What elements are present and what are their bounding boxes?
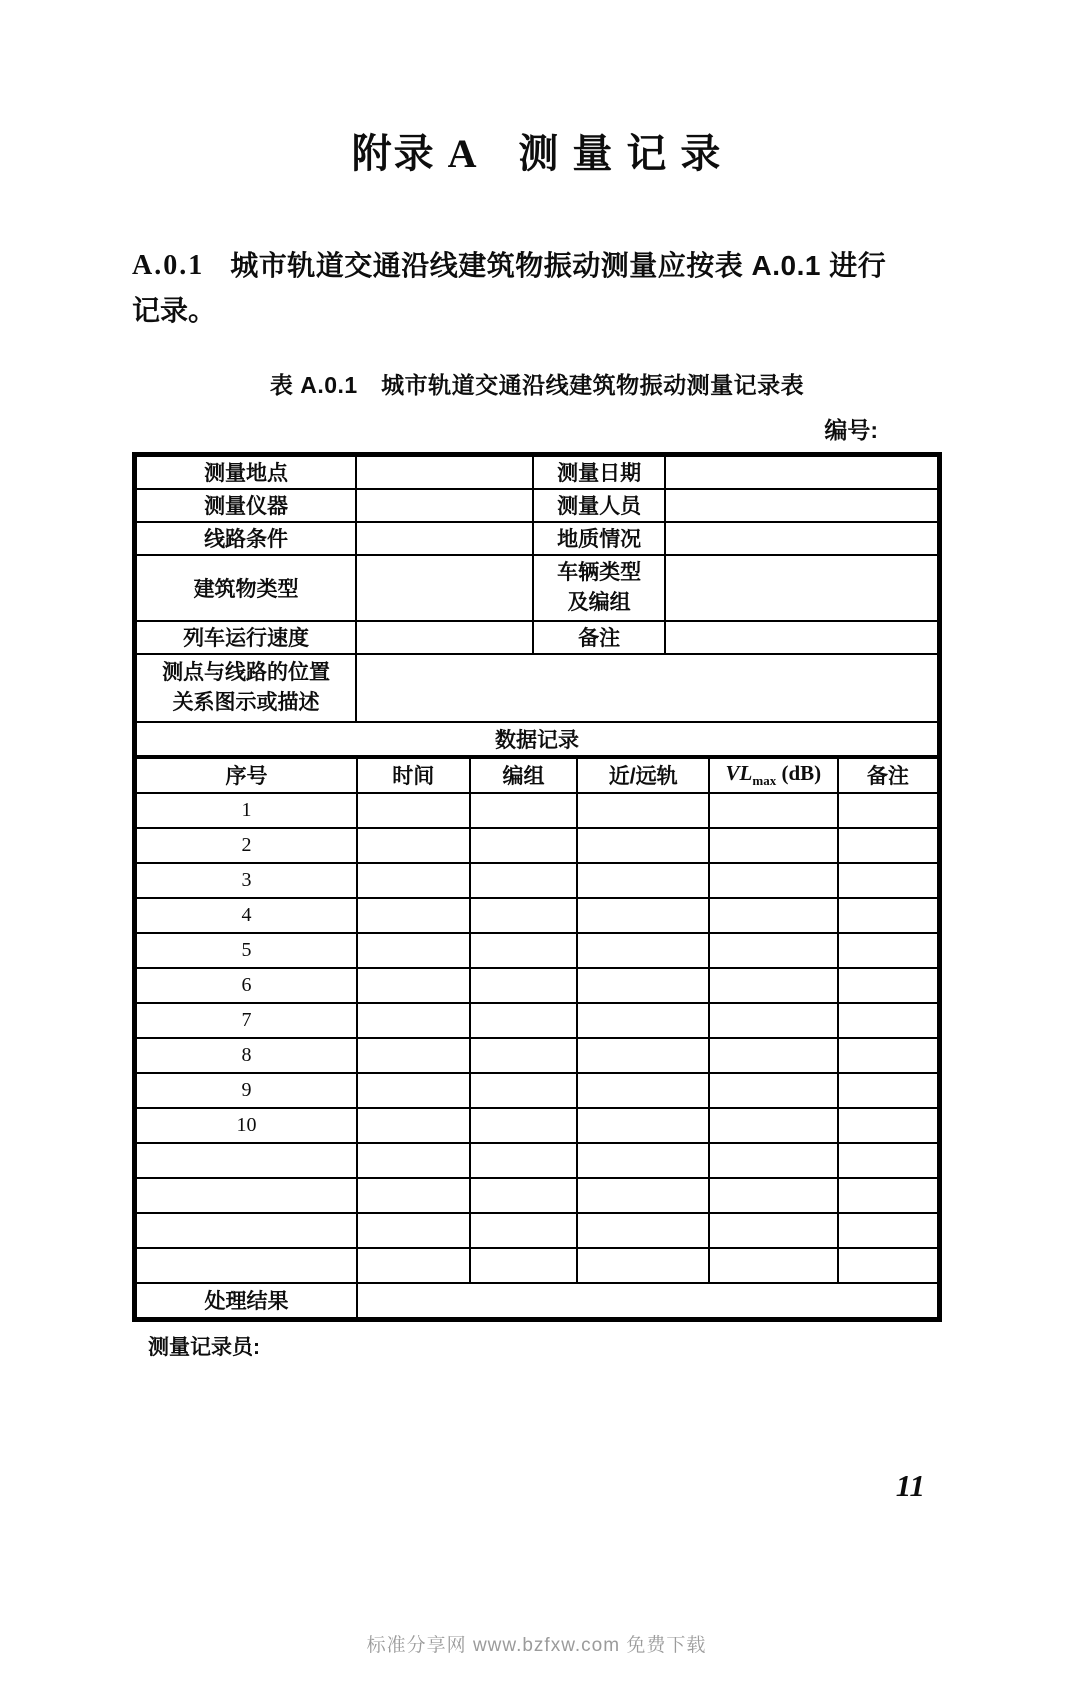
track-cell bbox=[577, 1248, 709, 1283]
vlmax-cell bbox=[709, 1003, 838, 1038]
track-cell bbox=[577, 1213, 709, 1248]
row-no-cell: 3 bbox=[136, 863, 357, 898]
data-header-row bbox=[136, 758, 938, 793]
info-label-cell: 测量人员 bbox=[533, 489, 665, 522]
time-cell bbox=[357, 1108, 470, 1143]
clause-line2: 记录。 bbox=[132, 295, 217, 327]
time-cell bbox=[357, 793, 470, 828]
data-row bbox=[136, 898, 938, 933]
remark-cell bbox=[838, 1143, 938, 1178]
remark-cell bbox=[838, 863, 938, 898]
location-row bbox=[136, 654, 938, 722]
row-no-cell bbox=[136, 1248, 357, 1283]
header-vlmax bbox=[709, 758, 838, 793]
formation-cell bbox=[470, 793, 578, 828]
formation-cell bbox=[470, 898, 578, 933]
info-label-cell: 测量仪器 bbox=[136, 489, 356, 522]
info-label-cell bbox=[533, 555, 665, 621]
watermark-text: 标准分享网 www.bzfxw.com 免费下载 bbox=[366, 1635, 707, 1656]
track-cell bbox=[577, 863, 709, 898]
info-row bbox=[136, 456, 938, 489]
vehicle-type-line1: 车辆类型 bbox=[557, 561, 642, 585]
vlmax-cell bbox=[709, 1143, 838, 1178]
track-cell bbox=[577, 1108, 709, 1143]
remark-cell bbox=[838, 1248, 938, 1283]
row-no-cell: 7 bbox=[136, 1003, 357, 1038]
vlmax-cell bbox=[709, 1178, 838, 1213]
info-value-cell bbox=[665, 456, 938, 489]
recorder-label: 测量记录员: bbox=[148, 1335, 260, 1359]
location-label-line1: 测点与线路的位置 bbox=[162, 661, 331, 685]
vl-symbol: VL bbox=[725, 761, 753, 786]
data-row bbox=[136, 793, 938, 828]
info-label-cell: 备注 bbox=[533, 621, 665, 654]
info-value-cell bbox=[356, 621, 533, 654]
track-cell bbox=[577, 1073, 709, 1108]
time-cell bbox=[357, 1178, 470, 1213]
formation-cell bbox=[470, 1003, 578, 1038]
info-value-cell bbox=[356, 456, 533, 489]
remark-cell bbox=[838, 933, 938, 968]
info-value-cell bbox=[356, 555, 533, 621]
appendix-title: 附录 A 测 量 记 录 bbox=[351, 131, 723, 176]
page-number: 11 bbox=[895, 1468, 925, 1503]
info-label-cell: 列车运行速度 bbox=[136, 621, 356, 654]
row-no-cell bbox=[136, 1213, 357, 1248]
data-record-section-header: 数据记录 bbox=[136, 722, 938, 756]
data-row bbox=[136, 1248, 938, 1283]
data-row bbox=[136, 828, 938, 863]
vlmax-cell bbox=[709, 793, 838, 828]
header-remark: 备注 bbox=[838, 758, 938, 793]
track-cell bbox=[577, 968, 709, 1003]
time-cell bbox=[357, 968, 470, 1003]
time-cell bbox=[357, 1143, 470, 1178]
header-no: 序号 bbox=[136, 758, 357, 793]
info-row bbox=[136, 522, 938, 555]
clause-text: 城市轨道交通沿线建筑物振动测量应按表 A.0.1 进行 bbox=[230, 250, 887, 281]
track-cell bbox=[577, 933, 709, 968]
data-table bbox=[135, 757, 939, 1319]
info-value-cell bbox=[665, 489, 938, 522]
data-row bbox=[136, 1038, 938, 1073]
data-row bbox=[136, 863, 938, 898]
info-row-building bbox=[136, 555, 938, 621]
track-cell bbox=[577, 793, 709, 828]
info-table bbox=[135, 455, 939, 757]
info-label-cell: 测量日期 bbox=[533, 456, 665, 489]
track-cell bbox=[577, 1178, 709, 1213]
formation-cell bbox=[470, 1213, 578, 1248]
remark-cell bbox=[838, 1178, 938, 1213]
result-value-cell bbox=[357, 1283, 938, 1318]
row-no-cell: 9 bbox=[136, 1073, 357, 1108]
row-no-cell bbox=[136, 1178, 357, 1213]
vlmax-cell bbox=[709, 1213, 838, 1248]
time-cell bbox=[357, 828, 470, 863]
time-cell bbox=[357, 1073, 470, 1108]
info-value-cell bbox=[665, 555, 938, 621]
info-label-cell: 测量地点 bbox=[136, 456, 356, 489]
location-label-line2: 关系图示或描述 bbox=[172, 690, 320, 714]
track-cell bbox=[577, 1143, 709, 1178]
remark-cell bbox=[838, 1073, 938, 1108]
remark-cell bbox=[838, 1108, 938, 1143]
data-row bbox=[136, 1178, 938, 1213]
vlmax-cell bbox=[709, 898, 838, 933]
result-label-cell: 处理结果 bbox=[136, 1283, 357, 1318]
measurement-record-table bbox=[132, 452, 942, 1322]
data-record-section-row bbox=[136, 722, 938, 756]
formation-cell bbox=[470, 1038, 578, 1073]
time-cell bbox=[357, 1213, 470, 1248]
row-no-cell: 4 bbox=[136, 898, 357, 933]
row-no-cell: 8 bbox=[136, 1038, 357, 1073]
track-cell bbox=[577, 898, 709, 933]
formation-cell bbox=[470, 933, 578, 968]
formation-cell bbox=[470, 1178, 578, 1213]
formation-cell bbox=[470, 968, 578, 1003]
time-cell bbox=[357, 1248, 470, 1283]
data-row bbox=[136, 1003, 938, 1038]
info-value-cell bbox=[665, 621, 938, 654]
remark-cell bbox=[838, 1003, 938, 1038]
vlmax-cell bbox=[709, 1108, 838, 1143]
formation-cell bbox=[470, 1248, 578, 1283]
page-content bbox=[0, 122, 1073, 1361]
data-row bbox=[136, 1143, 938, 1178]
vlmax-cell bbox=[709, 968, 838, 1003]
time-cell bbox=[357, 863, 470, 898]
time-cell bbox=[357, 1003, 470, 1038]
header-formation: 编组 bbox=[470, 758, 578, 793]
info-label-cell: 地质情况 bbox=[533, 522, 665, 555]
track-cell bbox=[577, 1038, 709, 1073]
vlmax-cell bbox=[709, 1248, 838, 1283]
location-label-cell bbox=[136, 654, 356, 722]
row-no-cell: 6 bbox=[136, 968, 357, 1003]
vlmax-cell bbox=[709, 1038, 838, 1073]
track-cell bbox=[577, 1003, 709, 1038]
info-value-cell bbox=[356, 522, 533, 555]
remark-cell bbox=[838, 828, 938, 863]
time-cell bbox=[357, 1038, 470, 1073]
header-track: 近/远轨 bbox=[577, 758, 709, 793]
formation-cell bbox=[470, 863, 578, 898]
vlmax-cell bbox=[709, 863, 838, 898]
formation-cell bbox=[470, 1108, 578, 1143]
clause-line1 bbox=[132, 243, 942, 288]
data-row bbox=[136, 968, 938, 1003]
info-value-cell bbox=[665, 522, 938, 555]
vehicle-type-line2: 及编组 bbox=[567, 590, 631, 614]
table-caption: 表 A.0.1 城市轨道交通沿线建筑物振动测量记录表 bbox=[269, 371, 805, 398]
formation-cell bbox=[470, 1143, 578, 1178]
info-row-speed bbox=[136, 621, 938, 654]
info-value-cell bbox=[356, 489, 533, 522]
vlmax-cell bbox=[709, 933, 838, 968]
remark-cell bbox=[838, 898, 938, 933]
remark-cell bbox=[838, 1213, 938, 1248]
row-no-cell: 2 bbox=[136, 828, 357, 863]
result-row bbox=[136, 1283, 938, 1318]
clause-a01 bbox=[132, 243, 942, 334]
time-cell bbox=[357, 933, 470, 968]
formation-cell bbox=[470, 1073, 578, 1108]
info-label-cell: 线路条件 bbox=[136, 522, 356, 555]
row-no-cell: 1 bbox=[136, 793, 357, 828]
time-cell bbox=[357, 898, 470, 933]
vl-unit: (dB) bbox=[776, 761, 822, 786]
row-no-cell: 10 bbox=[136, 1108, 357, 1143]
remark-cell bbox=[838, 1038, 938, 1073]
location-value-cell bbox=[356, 654, 938, 722]
data-row bbox=[136, 1108, 938, 1143]
clause-number: A.0.1 bbox=[132, 250, 205, 281]
remark-cell bbox=[838, 793, 938, 828]
row-no-cell bbox=[136, 1143, 357, 1178]
formation-cell bbox=[470, 828, 578, 863]
info-label-cell: 建筑物类型 bbox=[136, 555, 356, 621]
header-time: 时间 bbox=[357, 758, 470, 793]
vlmax-cell bbox=[709, 828, 838, 863]
remark-cell bbox=[838, 968, 938, 1003]
data-row bbox=[136, 1213, 938, 1248]
form-number-label: 编号: bbox=[824, 416, 878, 443]
row-no-cell: 5 bbox=[136, 933, 357, 968]
data-row bbox=[136, 1073, 938, 1108]
track-cell bbox=[577, 828, 709, 863]
data-row bbox=[136, 933, 938, 968]
info-row bbox=[136, 489, 938, 522]
vlmax-cell bbox=[709, 1073, 838, 1108]
vl-subscript: max bbox=[752, 773, 777, 789]
